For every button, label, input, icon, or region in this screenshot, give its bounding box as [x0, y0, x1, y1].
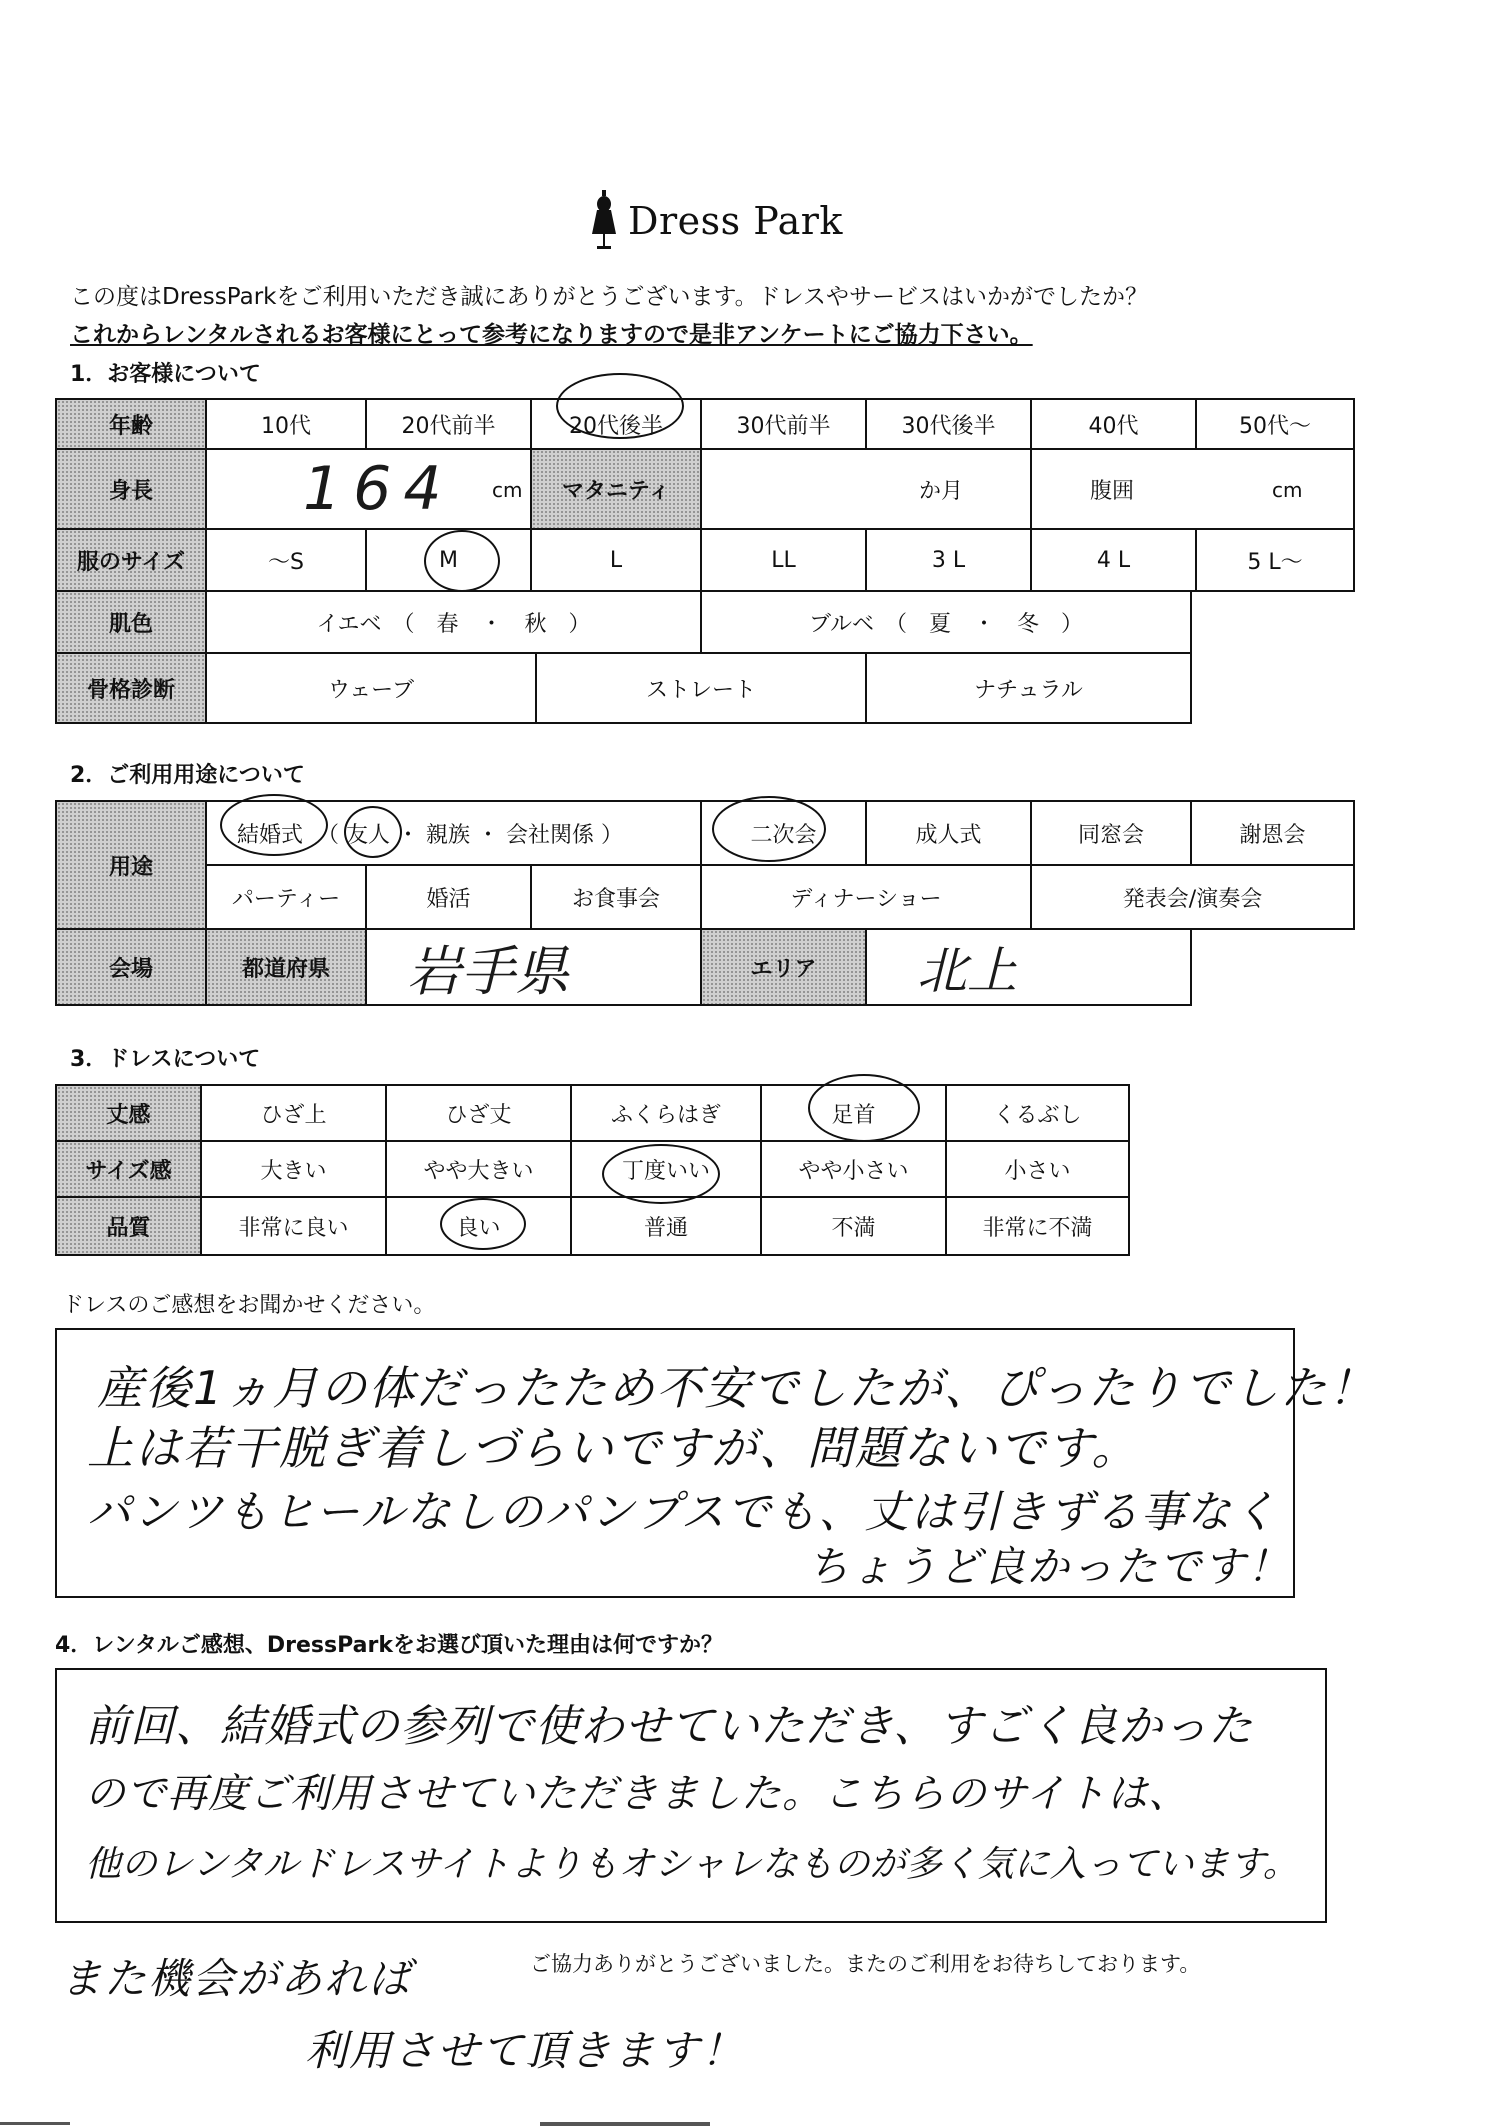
- reason-answer-box[interactable]: [55, 1668, 1327, 1923]
- purpose-label: 用途: [55, 800, 207, 930]
- brand-name: Dress Park: [628, 199, 843, 243]
- size-option[interactable]: 3 L: [865, 528, 1032, 592]
- dress-icon: [590, 190, 618, 252]
- size-option[interactable]: 4 L: [1030, 528, 1197, 592]
- purpose-reunion[interactable]: 同窓会: [1030, 800, 1192, 866]
- age-option[interactable]: 30代前半: [700, 398, 867, 450]
- prefecture-value: 岩手県: [407, 939, 569, 1003]
- impression-line: 産後1ヵ月の体だったため不安でしたが、ぴったりでした！: [97, 1361, 1377, 1415]
- skin-option-yellow[interactable]: イエベ （ 春 ・ 秋 ）: [205, 590, 702, 654]
- age-option[interactable]: 20代前半: [365, 398, 532, 450]
- fit-option[interactable]: やや大きい: [385, 1140, 572, 1198]
- section3-title: 3．ドレスについて: [70, 1047, 261, 1072]
- section4-title: 4．レンタルご感想、DressParkをお選び頂いた理由は何ですか？: [55, 1633, 723, 1658]
- impression-answer-box[interactable]: [55, 1328, 1377, 1598]
- purpose-thanks-party[interactable]: 謝恩会: [1190, 800, 1355, 866]
- age-option[interactable]: 40代: [1030, 398, 1197, 450]
- purpose-wedding[interactable]: 結婚式: [237, 822, 304, 848]
- frame-option[interactable]: ナチュラル: [865, 652, 1192, 724]
- waist-unit: cm: [1272, 478, 1303, 502]
- brand-logo: [590, 190, 843, 252]
- size-option[interactable]: 5 L～: [1195, 528, 1355, 592]
- size-option[interactable]: ～S: [205, 528, 367, 592]
- frame-label: 骨格診断: [55, 652, 207, 724]
- waist-field[interactable]: [1030, 448, 1355, 530]
- reason-line: ので再度ご利用させていただきました。こちらのサイトは、: [85, 1771, 1190, 1817]
- purpose-dinner[interactable]: お食事会: [530, 864, 702, 930]
- fit-option[interactable]: 大きい: [200, 1140, 387, 1198]
- waist-label: 腹囲: [1090, 478, 1135, 504]
- prefecture-label: 都道府県: [205, 928, 367, 1006]
- quality-label: 品質: [55, 1196, 202, 1256]
- purpose-dinner-show[interactable]: ディナーショー: [700, 864, 1032, 930]
- intro-text: この度はDressParkをご利用いただき誠にありがとうございます。ドレスやサービスはいかがでしたか？: [70, 284, 1148, 310]
- fit-option[interactable]: やや小さい: [760, 1140, 947, 1198]
- purpose-afterparty[interactable]: 二次会: [700, 800, 867, 866]
- purpose-relation[interactable]: （ 友人 ・ 親族 ・ 会社関係 ）: [317, 822, 623, 848]
- fit-option-selected[interactable]: 丁度いい: [570, 1140, 762, 1198]
- month-unit: か月: [918, 478, 963, 504]
- venue-label: 会場: [55, 928, 207, 1006]
- fit-label: サイズ感: [55, 1140, 202, 1198]
- quality-option[interactable]: 普通: [570, 1196, 762, 1256]
- purpose-coming-of-age[interactable]: 成人式: [865, 800, 1032, 866]
- skin-label: 肌色: [55, 590, 207, 654]
- fit-option[interactable]: 小さい: [945, 1140, 1130, 1198]
- purpose-konkatsu[interactable]: 婚活: [365, 864, 532, 930]
- size-option[interactable]: L: [530, 528, 702, 592]
- age-option[interactable]: 30代後半: [865, 398, 1032, 450]
- area-value: 北上: [917, 942, 1017, 1000]
- height-unit: cm: [492, 478, 523, 502]
- purpose-party[interactable]: パーティー: [205, 864, 367, 930]
- area-field[interactable]: [865, 928, 1192, 1006]
- height-field[interactable]: [205, 448, 532, 530]
- reason-extra-line: また機会があれば: [60, 1954, 413, 2003]
- quality-option[interactable]: 非常に不満: [945, 1196, 1130, 1256]
- section1-title: 1．お客様について: [70, 362, 261, 387]
- prefecture-field[interactable]: [365, 928, 702, 1006]
- length-option[interactable]: ふくらはぎ: [570, 1084, 762, 1142]
- age-option-selected[interactable]: 20代後半: [530, 398, 702, 450]
- scan-artifact: [540, 2122, 710, 2126]
- maternity-months-field[interactable]: [700, 448, 1032, 530]
- purpose-recital[interactable]: 発表会/演奏会: [1030, 864, 1355, 930]
- age-option[interactable]: 10代: [205, 398, 367, 450]
- scan-artifact: [0, 2122, 70, 2125]
- length-label: 丈感: [55, 1084, 202, 1142]
- purpose-wedding-cell[interactable]: [205, 800, 702, 866]
- frame-option[interactable]: ウェーブ: [205, 652, 537, 724]
- age-option[interactable]: 50代～: [1195, 398, 1355, 450]
- impression-line: パンツもヒールなしのパンプスでも、丈は引きずる事なく: [87, 1487, 1279, 1538]
- intro-request: これからレンタルされるお客様にとって参考になりますので是非アンケートにご協力下さい。: [70, 322, 1033, 348]
- height-label: 身長: [55, 448, 207, 530]
- size-option-selected[interactable]: M: [365, 528, 532, 592]
- footer-thanks: ご協力ありがとうございました。またのご利用をお待ちしております。: [530, 1952, 1201, 1976]
- age-label: 年齢: [55, 398, 207, 450]
- size-option[interactable]: LL: [700, 528, 867, 592]
- reason-line: 他のレンタルドレスサイトよりもオシャレなものが多く気に入っています。: [85, 1844, 1299, 1885]
- section2-title: 2．ご利用用途について: [70, 763, 305, 788]
- quality-option[interactable]: 非常に良い: [200, 1196, 387, 1256]
- skin-option-blue[interactable]: ブルベ （ 夏 ・ 冬 ）: [700, 590, 1192, 654]
- impression-line: 上は若干脱ぎ着しづらいですが、問題ないです。: [87, 1421, 1140, 1475]
- reason-extra-line: 利用させて頂きます！: [305, 2026, 746, 2075]
- length-option-selected[interactable]: 足首: [760, 1084, 947, 1142]
- maternity-label: マタニティ: [530, 448, 702, 530]
- quality-option-selected[interactable]: 良い: [385, 1196, 572, 1256]
- height-value: 164: [303, 454, 454, 524]
- frame-option[interactable]: ストレート: [535, 652, 867, 724]
- area-label: エリア: [700, 928, 867, 1006]
- length-option[interactable]: ひざ丈: [385, 1084, 572, 1142]
- length-option[interactable]: くるぶし: [945, 1084, 1130, 1142]
- quality-option[interactable]: 不満: [760, 1196, 947, 1256]
- impression-line: ちょうど良かったです！: [807, 1542, 1292, 1591]
- length-option[interactable]: ひざ上: [200, 1084, 387, 1142]
- reason-line: 前回、結婚式の参列で使わせていただき、すごく良かった: [85, 1701, 1254, 1752]
- size-label: 服のサイズ: [55, 528, 207, 592]
- impression-question: ドレスのご感想をお聞かせください。: [62, 1293, 436, 1318]
